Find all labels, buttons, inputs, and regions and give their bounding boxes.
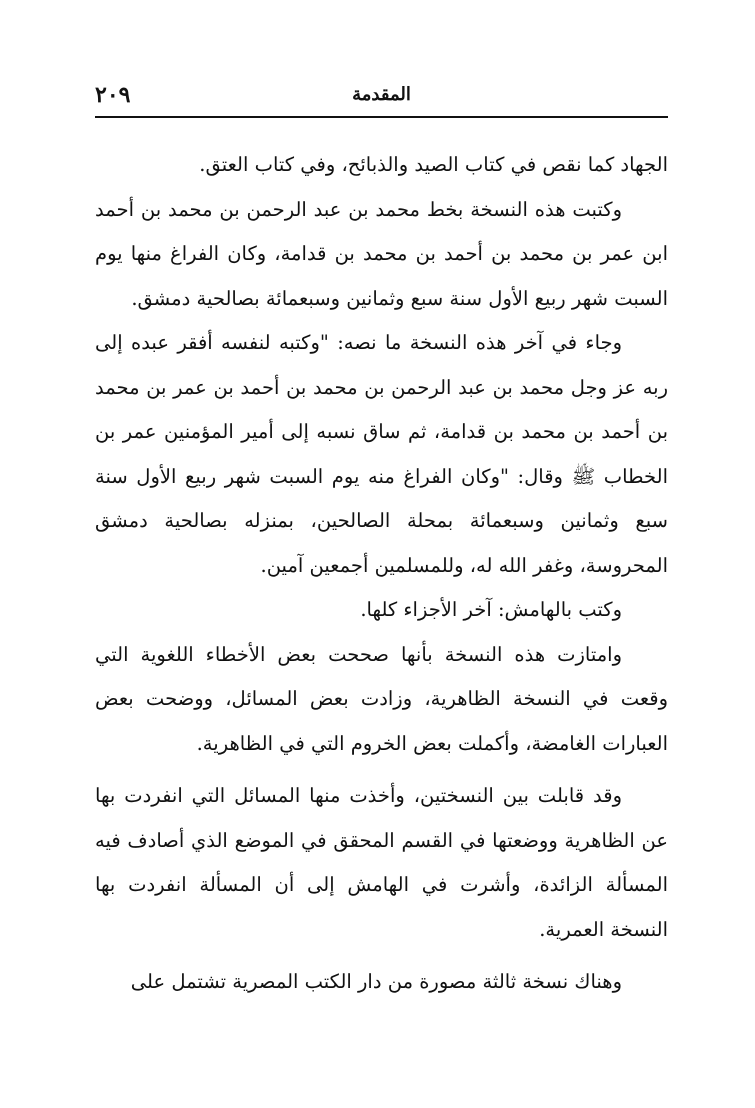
running-title: المقدمة [352, 84, 411, 105]
paragraph-6: وقد قابلت بين النسختين، وأخذت منها المسائل التي انفردت بها عن الظاهرية ووضعتها في القسم المحقق في الموضع الذي أصادف فيه المسألة الزائدة، وأشرت في الهامش إلى أن المسألة انفردت بها النسخة العمرية. [95, 784, 668, 941]
header-rule [95, 116, 668, 118]
paragraph-2: وكتبت هذه النسخة بخط محمد بن عبد الرحمن بن محمد بن أحمد ابن عمر بن محمد بن أحمد بن محمد بن قدامة، وكان الفراغ منها يوم السبت شهر ربيع الأول سنة سبع وثمانين وسبعمائة بصالحية دمشق. [95, 197, 668, 310]
page-header [95, 78, 668, 114]
page-number: ٢٠٩ [95, 82, 131, 108]
paragraph-1: الجهاد كما نقص في كتاب الصيد والذبائح، وفي كتاب العتق. [199, 153, 668, 176]
paragraph-3: وجاء في آخر هذه النسخة ما نصه: "وكتبه لنفسه أفقر عبده إلى ربه عز وجل محمد بن عبد الرحمن بن محمد بن أحمد بن عمر بن محمد بن أحمد بن محمد بن قدامة، ثم ساق نسبه إلى أمير المؤمنين عمر بن الخطاب ﷺ وقال: "وكان الفراغ منه يوم السبت شهر ربيع الأول سنة سبع وثمانين وسبعمائة بمحلة الصالحين، بمنزله بصالحية دمشق المحروسة، وغفر الله له، وللمسلمين أجمعين آمين. [95, 331, 668, 577]
body-text [95, 143, 668, 1005]
paragraph-5: وامتازت هذه النسخة بأنها صححت بعض الأخطاء اللغوية التي وقعت في النسخة الظاهرية، وزادت بعض المسائل، ووضحت بعض العبارات الغامضة، وأكملت بعض الخروم التي في الظاهرية. [95, 642, 668, 755]
paragraph-4: وكتب بالهامش: آخر الأجزاء كلها. [360, 598, 622, 621]
paragraph-7: وهناك نسخة ثالثة مصورة من دار الكتب المصرية تشتمل على [130, 970, 622, 993]
